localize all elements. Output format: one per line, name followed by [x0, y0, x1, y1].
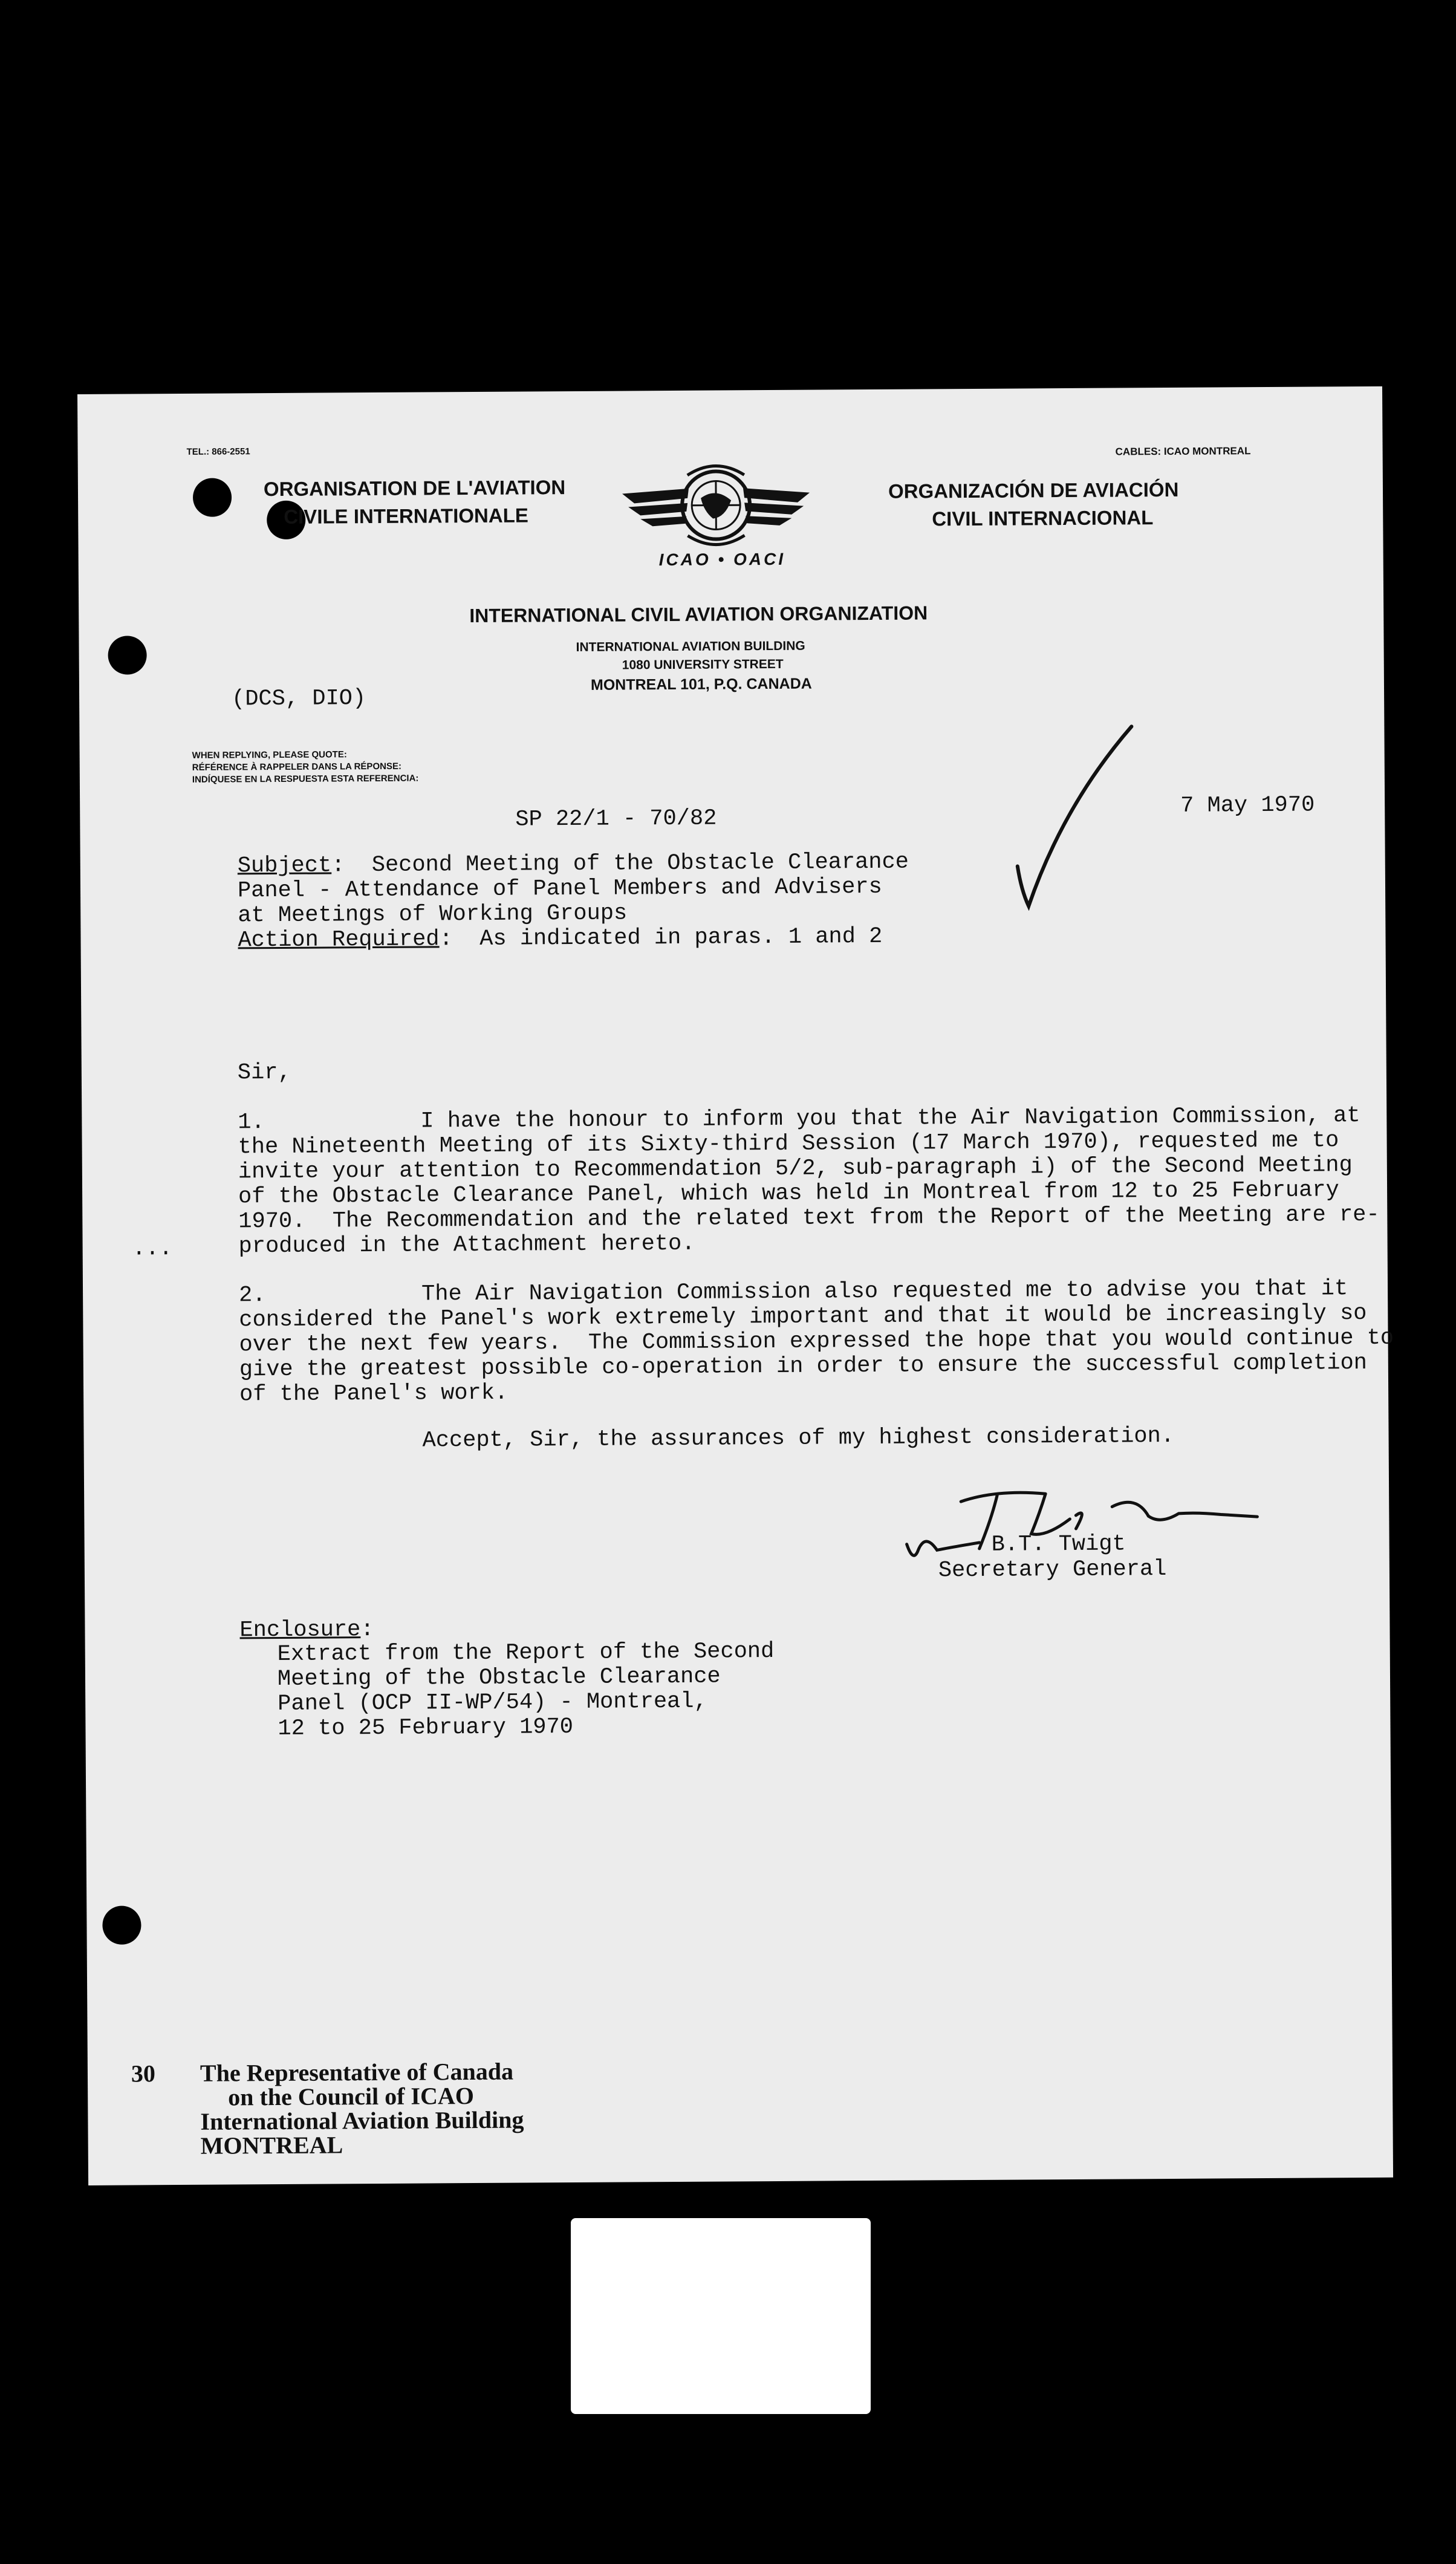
addressee-number: 30	[131, 2060, 156, 2087]
paragraph2-number: 2.	[238, 1283, 266, 1309]
enclosure-colon: :	[360, 1617, 374, 1643]
signer-name: B.T. Twigt	[991, 1531, 1126, 1558]
reply-quote-french: RÉFÉRENCE À RAPPELER DANS LA RÉPONSE:	[192, 761, 401, 773]
emblem-caption: ICAO • OACI	[658, 549, 786, 570]
org-name-english: INTERNATIONAL CIVIL AVIATION ORGANIZATION	[469, 602, 928, 627]
salutation: Sir,	[237, 1059, 291, 1086]
checkmark-icon	[1004, 714, 1145, 920]
reference-number: SP 22/1 - 70/82	[515, 805, 717, 833]
blank-label-card	[571, 2218, 871, 2414]
reply-quote-spanish: INDÍQUESE EN LA RESPUESTA ESTA REFERENCIA:	[192, 773, 419, 785]
org-name-french-line1: ORGANISATION DE L'AVIATION	[263, 476, 566, 501]
enclosure-line3: Panel (OCP II-WP/54) - Montreal,	[278, 1688, 707, 1717]
paragraph1-number: 1.	[238, 1110, 265, 1136]
action-required-line	[238, 925, 882, 954]
enclosure-line1: Extract from the Report of the Second	[277, 1639, 775, 1668]
punch-hole-top-left	[193, 478, 232, 516]
addressee-line3: International Aviation Building	[200, 2106, 524, 2135]
paragraph1-line1: I have the honour to inform you that the Air Navigation Commission, at	[420, 1103, 1360, 1134]
paragraph1-line3: invite your attention to Recommendation 5/2, sub-paragraph i) of the Second Meeting	[238, 1153, 1353, 1185]
paragraph2-line3: over the next few years. The Commission expressed the hope that you would continue to	[239, 1325, 1394, 1358]
telephone-number: TEL.: 866-2551	[186, 446, 250, 457]
address-line2: 1080 UNIVERSITY STREET	[622, 657, 784, 672]
subject-label: Subject	[237, 853, 332, 879]
action-required-text: : As indicated in paras. 1 and 2	[439, 923, 883, 952]
org-name-french-line2: CIVILE INTERNATIONALE	[284, 504, 528, 528]
paragraph1-line4: of the Obstacle Clearance Panel, which was held in Montreal from 12 to 25 February	[238, 1177, 1339, 1210]
letter-page	[77, 386, 1393, 2185]
address-line1: INTERNATIONAL AVIATION BUILDING	[576, 639, 805, 654]
icao-emblem	[616, 451, 816, 585]
punch-hole-lower-edge	[102, 1905, 141, 1944]
paragraph2-line4: give the greatest possible co-operation in order to ensure the successful completion	[239, 1350, 1368, 1383]
enclosure-line2: Meeting of the Obstacle Clearance	[277, 1664, 721, 1693]
addressee-line4: MONTREAL	[200, 2131, 343, 2159]
action-required-label: Action Required	[238, 926, 440, 954]
org-name-spanish-line2: CIVIL INTERNACIONAL	[932, 506, 1154, 530]
subject-line3: at Meetings of Working Groups	[238, 900, 628, 929]
paragraph1-line2: the Nineteenth Meeting of its Sixty-third Session (17 March 1970), requested me to	[238, 1128, 1339, 1160]
paragraph2-line1: The Air Navigation Commission also requested me to advise you that it	[421, 1276, 1348, 1307]
closing-line: Accept, Sir, the assurances of my highest consideration.	[422, 1423, 1175, 1454]
signer-title: Secretary General	[938, 1557, 1167, 1584]
subject-text-line1: : Second Meeting of the Obstacle Clearance	[331, 849, 909, 879]
subject-line2: Panel - Attendance of Panel Members and Advisers	[237, 874, 882, 904]
enclosure-label: Enclosure	[239, 1617, 361, 1644]
cable-address: CABLES: ICAO MONTREAL	[1115, 445, 1251, 458]
letter-date: 7 May 1970	[1180, 792, 1315, 819]
enclosure-heading	[239, 1618, 374, 1643]
paragraph2-line5: of the Panel's work.	[239, 1380, 509, 1408]
reply-quote-english: WHEN REPLYING, PLEASE QUOTE:	[192, 749, 347, 761]
addressee-line2: on the Council of ICAO	[228, 2082, 475, 2111]
office-code: (DCS, DIO)	[231, 686, 366, 712]
punch-hole-upper-edge	[108, 636, 146, 674]
paragraph2-line2: considered the Panel's work extremely important and that it would be increasingly so	[239, 1301, 1367, 1333]
enclosure-line4: 12 to 25 February 1970	[278, 1714, 574, 1742]
paragraph1-line5: 1970. The Recommendation and the related text from the Report of the Meeting are re-	[238, 1202, 1380, 1235]
paragraph1-line6: produced in the Attachment hereto.	[238, 1231, 695, 1260]
attachment-margin-mark: ...	[132, 1236, 173, 1262]
org-name-spanish-line1: ORGANIZACIÓN DE AVIACIÓN	[888, 478, 1179, 503]
addressee-line1: The Representative of Canada	[200, 2057, 514, 2087]
address-line3: MONTREAL 101, P.Q. CANADA	[590, 675, 812, 694]
